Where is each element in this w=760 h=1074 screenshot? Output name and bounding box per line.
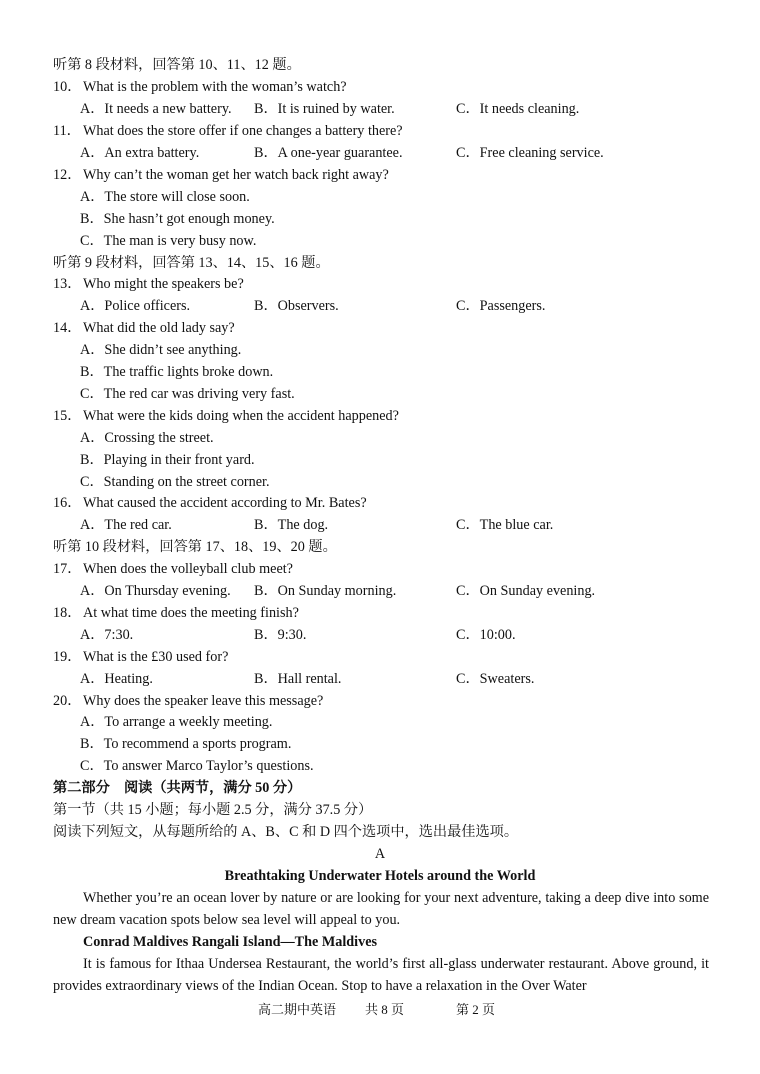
options-row <box>0 668 760 690</box>
option-c: C．The blue car. <box>456 517 554 533</box>
option-b: B．To recommend a sports program. <box>80 736 292 752</box>
question-20 <box>0 690 760 712</box>
question-16 <box>0 492 760 514</box>
option-b: B．The dog. <box>254 517 329 533</box>
option-c: C．To answer Marco Taylor’s questions. <box>80 758 314 774</box>
question-text: Why does the speaker leave this message? <box>83 693 324 709</box>
option-c: C．It needs cleaning. <box>456 101 580 117</box>
option-c: C．On Sunday evening. <box>456 583 596 599</box>
page-footer <box>0 1000 760 1020</box>
option-b: B．9:30. <box>254 627 307 643</box>
option-b: B．She hasn’t got enough money. <box>80 211 275 227</box>
question-text: What does the store offer if one changes a battery there? <box>83 123 403 139</box>
question-number: 20． <box>53 693 82 709</box>
option-c: C．Free cleaning service. <box>456 145 604 161</box>
section-heading-9: 听第 9 段材料，回答第 13、14、15、16 题。 <box>53 255 330 271</box>
question-number: 16． <box>53 495 82 511</box>
section-heading-10: 听第 10 段材料，回答第 17、18、19、20 题。 <box>53 539 337 555</box>
footer-page-number: 第 2 页 <box>456 1002 496 1017</box>
question-number: 11． <box>53 123 81 139</box>
option-a: A．She didn’t see anything. <box>80 342 242 358</box>
option-a: A．7:30. <box>80 627 134 643</box>
question-text: Who might the speakers be? <box>83 276 244 292</box>
question-10 <box>0 76 760 98</box>
section-heading-8: 听第 8 段材料，回答第 10、11、12 题。 <box>53 57 301 73</box>
question-number: 12． <box>53 167 82 183</box>
option-c: C．The red car was driving very fast. <box>80 386 295 402</box>
option-b: B．Observers. <box>254 298 339 314</box>
option-c: C．10:00. <box>456 627 516 643</box>
question-number: 10． <box>53 79 82 95</box>
option-a: A．An extra battery. <box>80 145 200 161</box>
option-a: A．To arrange a weekly meeting. <box>80 714 273 730</box>
options-row <box>0 514 760 536</box>
option-a: A．It needs a new battery. <box>80 101 232 117</box>
options-row <box>0 98 760 120</box>
option-b: B．It is ruined by water. <box>254 101 395 117</box>
options-row <box>0 295 760 317</box>
option-c: C．The man is very busy now. <box>80 233 257 249</box>
option-a: A．The red car. <box>80 517 172 533</box>
footer-title: 高二期中英语 <box>258 1002 337 1017</box>
options-row <box>0 624 760 646</box>
question-number: 17． <box>53 561 82 577</box>
question-number: 13． <box>53 276 82 292</box>
option-b: B．On Sunday morning. <box>254 583 397 599</box>
footer-total-pages: 共 8 页 <box>365 1002 405 1017</box>
question-13 <box>0 273 760 295</box>
options-row <box>0 142 760 164</box>
options-row <box>0 580 760 602</box>
part2-title: 第二部分 阅读（共两节，满分 50 分） <box>53 780 302 796</box>
option-a: A．The store will close soon. <box>80 189 250 205</box>
option-c: C．Sweaters. <box>456 671 535 687</box>
option-b: B．The traffic lights broke down. <box>80 364 274 380</box>
question-text: At what time does the meeting finish? <box>83 605 299 621</box>
question-17 <box>0 558 760 580</box>
question-text: What is the problem with the woman’s watch? <box>83 79 347 95</box>
question-text: Why can’t the woman get her watch back right away? <box>83 167 389 183</box>
option-b: B．Playing in their front yard. <box>80 452 255 468</box>
question-11 <box>0 120 760 142</box>
question-text: What did the old lady say? <box>83 320 235 336</box>
option-a: A．On Thursday evening. <box>80 583 231 599</box>
part2-instruction: 阅读下列短文，从每题所给的 A、B、C 和 D 四个选项中，选出最佳选项。 <box>53 824 519 840</box>
option-a: A．Police officers. <box>80 298 191 314</box>
question-18 <box>0 602 760 624</box>
body-paragraph: It is famous for Ithaa Undersea Restaurant, the world’s first all-glass underwater restaurant. Above ground, it provides extraordinary views of the Indian Ocean. Stop to have a relaxation in the Over Water <box>53 956 709 994</box>
question-text: What were the kids doing when the accident happened? <box>83 408 399 424</box>
part2-section1: 第一节（共 15 小题；每小题 2.5 分，满分 37.5 分） <box>53 802 373 818</box>
question-text: What caused the accident according to Mr. Bates? <box>83 495 367 511</box>
question-number: 19． <box>53 649 82 665</box>
option-b: B．Hall rental. <box>254 671 342 687</box>
question-number: 14． <box>53 320 82 336</box>
question-number: 15． <box>53 408 82 424</box>
option-a: A．Heating. <box>80 671 153 687</box>
question-12 <box>0 164 760 186</box>
passage-intro <box>53 887 709 931</box>
passage-letter: A <box>374 846 386 862</box>
passage-subhead: Conrad Maldives Rangali Island—The Maldives <box>83 934 378 950</box>
passage-title: Breathtaking Underwater Hotels around the World <box>224 868 536 884</box>
option-a: A．Crossing the street. <box>80 430 214 446</box>
question-text: What is the £30 used for? <box>83 649 229 665</box>
option-c: C．Standing on the street corner. <box>80 474 270 490</box>
option-c: C．Passengers. <box>456 298 546 314</box>
question-14 <box>0 317 760 339</box>
passage-body <box>53 953 709 997</box>
question-19 <box>0 646 760 668</box>
question-text: When does the volleyball club meet? <box>83 561 293 577</box>
question-15 <box>0 405 760 427</box>
intro-paragraph: Whether you’re an ocean lover by nature or are looking for your next adventure, taking a deep dive into some new dream vacation spots below sea level will appeal to you. <box>53 890 709 928</box>
question-number: 18． <box>53 605 82 621</box>
option-b: B．A one-year guarantee. <box>254 145 403 161</box>
